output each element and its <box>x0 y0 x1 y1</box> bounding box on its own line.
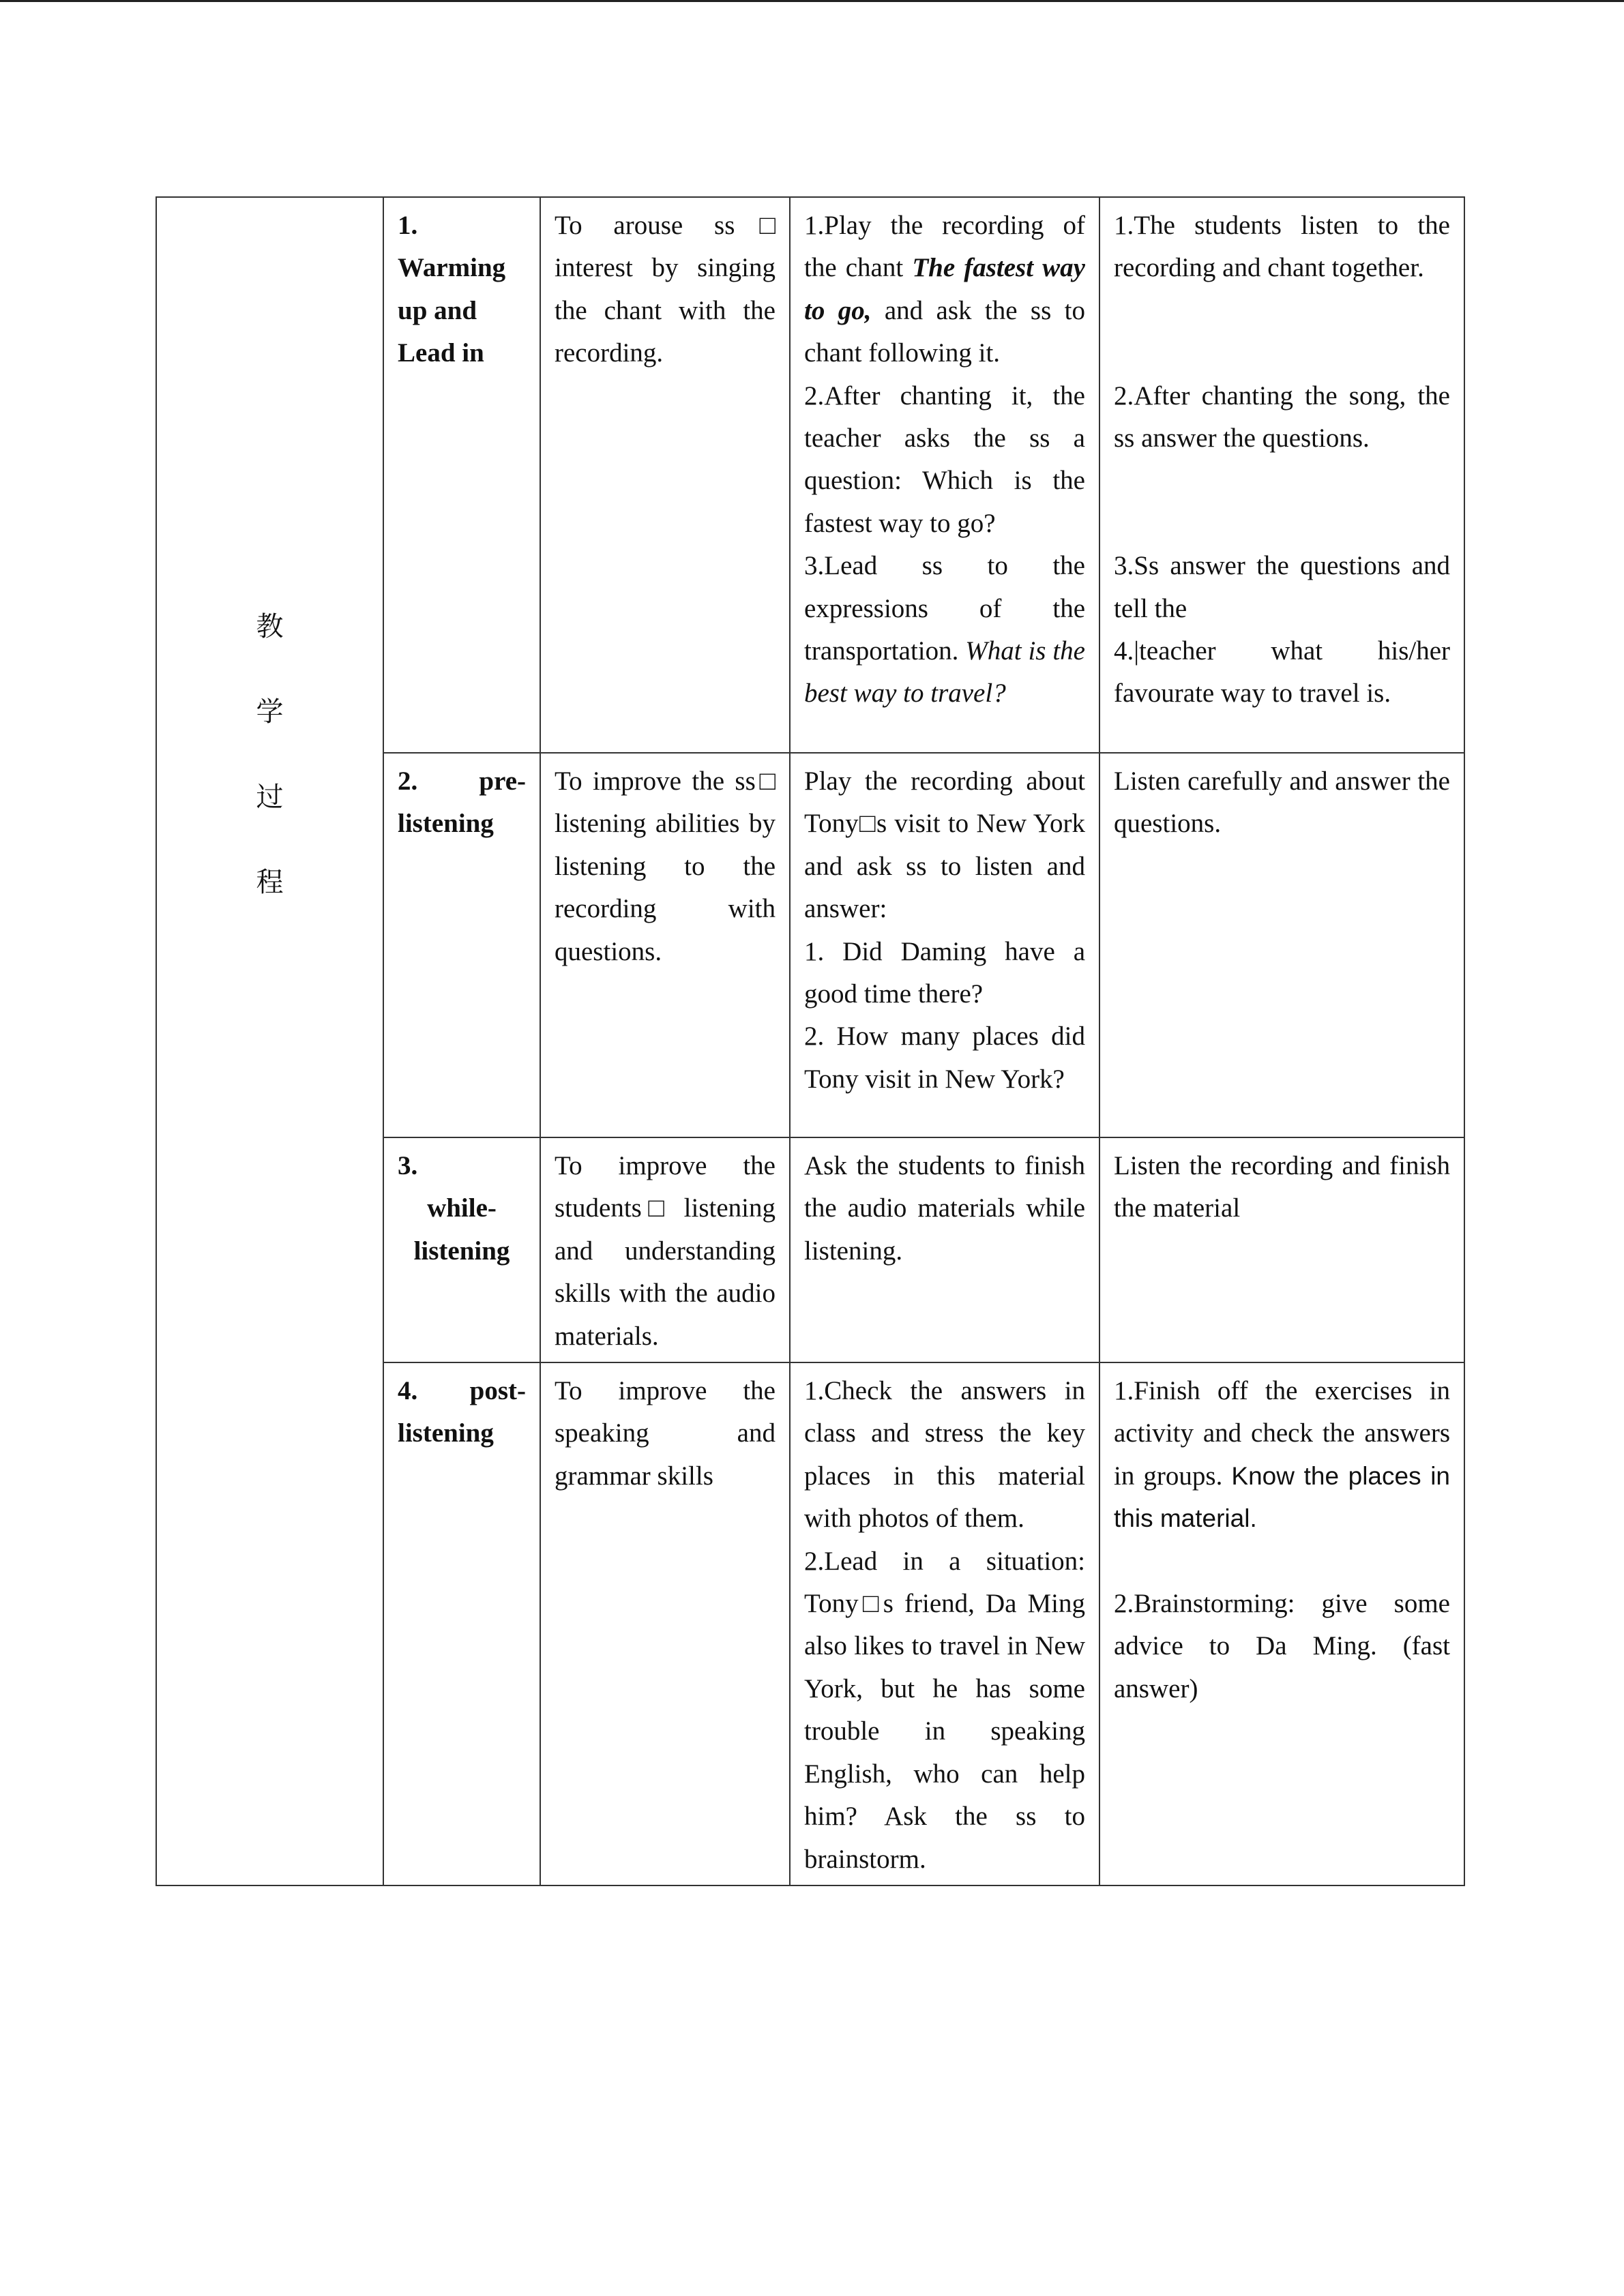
student-step-1: 1.The students listen to the recording and chant together. <box>1114 211 1450 283</box>
aim-cell <box>540 753 790 1137</box>
teacher-question-1: 1. Did Daming have a good time there? <box>804 936 1085 1009</box>
side-char-1: 教 <box>256 610 284 642</box>
aim-cell <box>540 1362 790 1885</box>
side-char-3: 过 <box>256 781 284 813</box>
text-run: 1.Finish off the exercises in activity and check the answers in groups. <box>1114 1376 1450 1491</box>
step-line: listening <box>398 1418 494 1448</box>
aim-text: To improve the students□ listening and understanding skills with the audio materials. <box>555 1151 776 1351</box>
aim-text: To improve the speaking and grammar skills <box>555 1376 776 1491</box>
teacher-step-1: Play the recording about Tony□s visit to New York and ask ss to listen and answer: <box>804 766 1085 924</box>
teaching-process-label <box>157 584 383 925</box>
step-line: up and <box>398 295 477 325</box>
step-word: post- <box>469 1376 526 1406</box>
student-step-1: Listen the recording and finish the material <box>1114 1151 1450 1223</box>
step-line: listening <box>398 809 494 839</box>
text-run: and ask the ss to chant following it. <box>804 295 1085 368</box>
student-activity-cell <box>1099 1137 1464 1362</box>
spacer <box>1114 460 1450 545</box>
teacher-activity-cell <box>790 1362 1099 1885</box>
student-activity-cell <box>1099 753 1464 1137</box>
step-line: 3. <box>398 1151 418 1180</box>
text-run: 3.Lead ss to the expressions of the transportation. <box>804 551 1085 666</box>
step-number: 2. <box>398 766 418 796</box>
teacher-step-1: Ask the students to finish the audio materials while listening. <box>804 1151 1085 1266</box>
spacer <box>1114 1540 1450 1583</box>
step-line: 1. <box>398 211 418 240</box>
student-step-4: 4.|teacher what his/her favourate way to travel is. <box>1114 636 1450 709</box>
side-char-4: 程 <box>256 866 284 898</box>
step-cell-pre-listening <box>383 753 540 1137</box>
table-row <box>156 197 1464 753</box>
chant-title: The fastest way to go, <box>804 253 1085 325</box>
teaching-process-label-cell <box>156 197 383 1885</box>
side-char-2: 学 <box>256 696 284 728</box>
student-step-2: 2.Brainstorming: give some advice to Da Ming. (fast answer) <box>1114 1589 1450 1703</box>
teacher-activity-cell <box>790 197 1099 753</box>
step-cell-warming-up <box>383 197 540 753</box>
teacher-step-1 <box>804 205 1085 375</box>
italic-question: What is the best way to travel? <box>804 636 1085 709</box>
step-line: while- <box>427 1193 497 1223</box>
aim-cell <box>540 1137 790 1362</box>
student-step-3: 3.Ss answer the questions and tell the <box>1114 551 1450 623</box>
spacer <box>1114 290 1450 375</box>
teacher-step-2: 2.Lead in a situation: Tony□s friend, Da Ming also likes to travel in New York, but he has some trouble in speaking English, who can help him? Ask the ss to brainstorm. <box>804 1546 1085 1874</box>
teacher-activity-cell <box>790 1137 1099 1362</box>
teacher-question-2: 2. How many places did Tony visit in New York? <box>804 1022 1085 1094</box>
step-cell-while-listening <box>383 1137 540 1362</box>
step-line <box>398 1370 526 1412</box>
student-step-2: 2.After chanting the song, the ss answer the questions. <box>1114 381 1450 453</box>
aim-text: To improve the ss□ listening abilities by listening to the recording with questions. <box>555 766 776 966</box>
student-step-1: Listen carefully and answer the questions. <box>1114 766 1450 839</box>
student-activity-cell <box>1099 1362 1464 1885</box>
teacher-step-3 <box>804 545 1085 715</box>
step-word: pre- <box>479 766 526 796</box>
teacher-step-1: 1.Check the answers in class and stress the key places in this material with photos of them. <box>804 1376 1085 1534</box>
step-line <box>398 760 526 803</box>
teacher-step-2: 2.After chanting it, the teacher asks the ss a question: Which is the fastest way to go? <box>804 381 1085 538</box>
sans-text-run: Know the places in this material. <box>1114 1461 1450 1533</box>
step-line: Warming <box>398 253 506 283</box>
lesson-plan-table <box>156 196 1465 1886</box>
step-cell-post-listening <box>383 1362 540 1885</box>
text-run: 1.Play the recording of the chant <box>804 211 1085 283</box>
aim-cell <box>540 197 790 753</box>
step-number: 4. <box>398 1376 418 1406</box>
teacher-activity-cell <box>790 753 1099 1137</box>
top-border-line <box>0 0 1624 2</box>
student-step-1 <box>1114 1370 1450 1540</box>
step-line: listening <box>413 1236 510 1266</box>
aim-text: To arouse ss□ interest by singing the chant with the recording. <box>555 211 776 368</box>
step-line: Lead in <box>398 338 484 368</box>
student-activity-cell <box>1099 197 1464 753</box>
